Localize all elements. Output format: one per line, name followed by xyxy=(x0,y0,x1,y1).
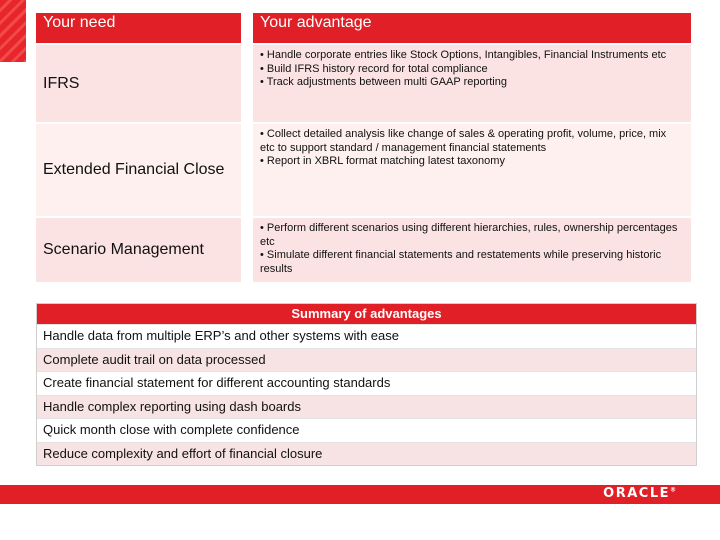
advantage-item: • Track adjustments between multi GAAP reporting xyxy=(260,76,507,88)
left-accent-stripe xyxy=(0,0,26,62)
table-row-ifrs xyxy=(36,43,691,122)
header-your-need: Your need xyxy=(36,13,253,43)
table-row-scenario xyxy=(36,216,691,282)
advantages-ifrs xyxy=(253,43,691,122)
table-row-extended-close xyxy=(36,122,691,216)
registered-mark: ® xyxy=(670,486,676,494)
advantage-item: • Handle corporate entries like Stock Options, Intangibles, Financial Instruments etc xyxy=(260,49,667,61)
header-your-advantage: Your advantage xyxy=(260,14,372,31)
logo-text: ORACLE xyxy=(603,486,670,501)
need-extended-financial-close: Extended Financial Close xyxy=(36,122,253,216)
summary-item: Reduce complexity and effort of financial closure xyxy=(37,442,696,467)
need-ifrs: IFRS xyxy=(36,43,253,122)
summary-item: Handle complex reporting using dash boards xyxy=(37,395,696,419)
advantages-scenario xyxy=(253,216,691,282)
oracle-logo xyxy=(603,486,676,501)
needs-advantages-table xyxy=(36,13,691,282)
advantage-item: • Simulate different financial statements and restatements while preserving historic results xyxy=(260,249,662,275)
advantage-item: • Build IFRS history record for total compliance xyxy=(260,62,488,75)
summary-item: Quick month close with complete confidence xyxy=(37,418,696,442)
advantage-item: • Report in XBRL format matching latest taxonomy xyxy=(260,155,505,167)
advantage-item: • Perform different scenarios using different hierarchies, rules, ownership percentages etc xyxy=(260,222,678,248)
summary-table xyxy=(36,303,697,466)
summary-item: Create financial statement for different accounting standards xyxy=(37,371,696,395)
summary-item: Complete audit trail on data processed xyxy=(37,348,696,372)
table-header xyxy=(36,13,691,43)
footer-bar xyxy=(0,485,720,504)
summary-title: Summary of advantages xyxy=(37,304,696,324)
summary-item: Handle data from multiple ERP’s and other systems with ease xyxy=(37,324,696,348)
advantages-extended-close xyxy=(253,122,691,216)
need-scenario-management: Scenario Management xyxy=(36,216,253,282)
advantage-item: • Collect detailed analysis like change of sales & operating profit, volume, price, mix etc to support standard / management financial statements xyxy=(260,128,667,154)
